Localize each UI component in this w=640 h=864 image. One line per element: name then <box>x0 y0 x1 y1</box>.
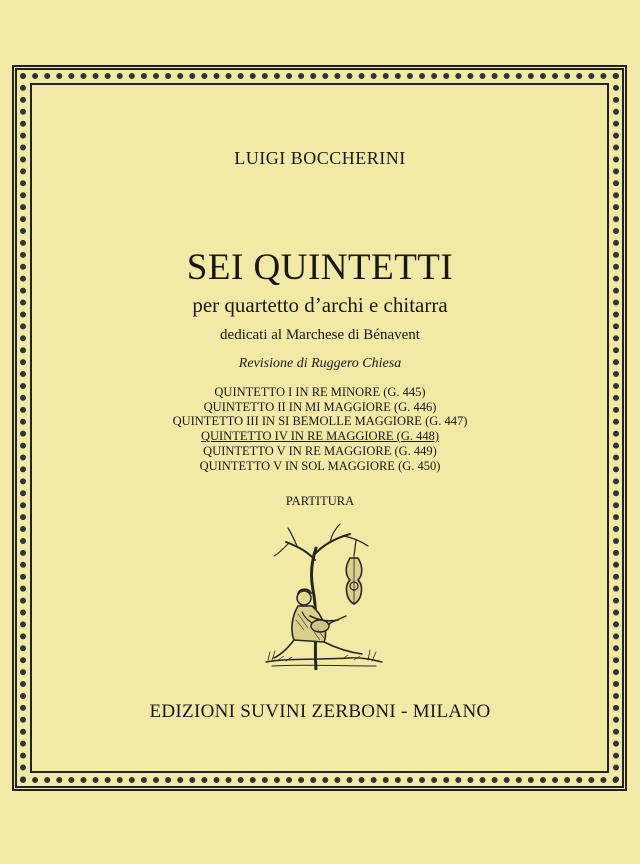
quintet-item-highlighted: QUINTETTO IV IN RE MAGGIORE (G. 448) <box>200 429 440 444</box>
quintet-item: QUINTETTO I IN RE MINORE (G. 445) <box>214 385 426 399</box>
work-subtitle: per quartetto d’archi e chitarra <box>192 293 448 317</box>
quintet-item: QUINTETTO II IN MI MAGGIORE (G. 446) <box>203 399 437 414</box>
format-label: PARTITURA <box>285 494 355 508</box>
revision-credit: Revisione di Ruggero Chiesa <box>238 356 402 371</box>
musician-illustration <box>258 520 386 670</box>
dedication: dedicati al Marchese di Bénavent <box>220 327 420 343</box>
composer-name: LUIGI BOCCHERINI <box>234 148 406 168</box>
work-title: SEI QUINTETTI <box>186 247 454 288</box>
quintet-item: QUINTETTO V IN RE MAGGIORE (G. 449) <box>203 443 437 458</box>
quintet-list <box>0 385 640 473</box>
publisher-imprint: EDIZIONI SUVINI ZERBONI - MILANO <box>149 701 491 722</box>
quintet-item: QUINTETTO V IN SOL MAGGIORE (G. 450) <box>199 458 441 473</box>
quintet-item: QUINTETTO III IN SI BEMOLLE MAGGIORE (G. 447) <box>172 414 468 429</box>
